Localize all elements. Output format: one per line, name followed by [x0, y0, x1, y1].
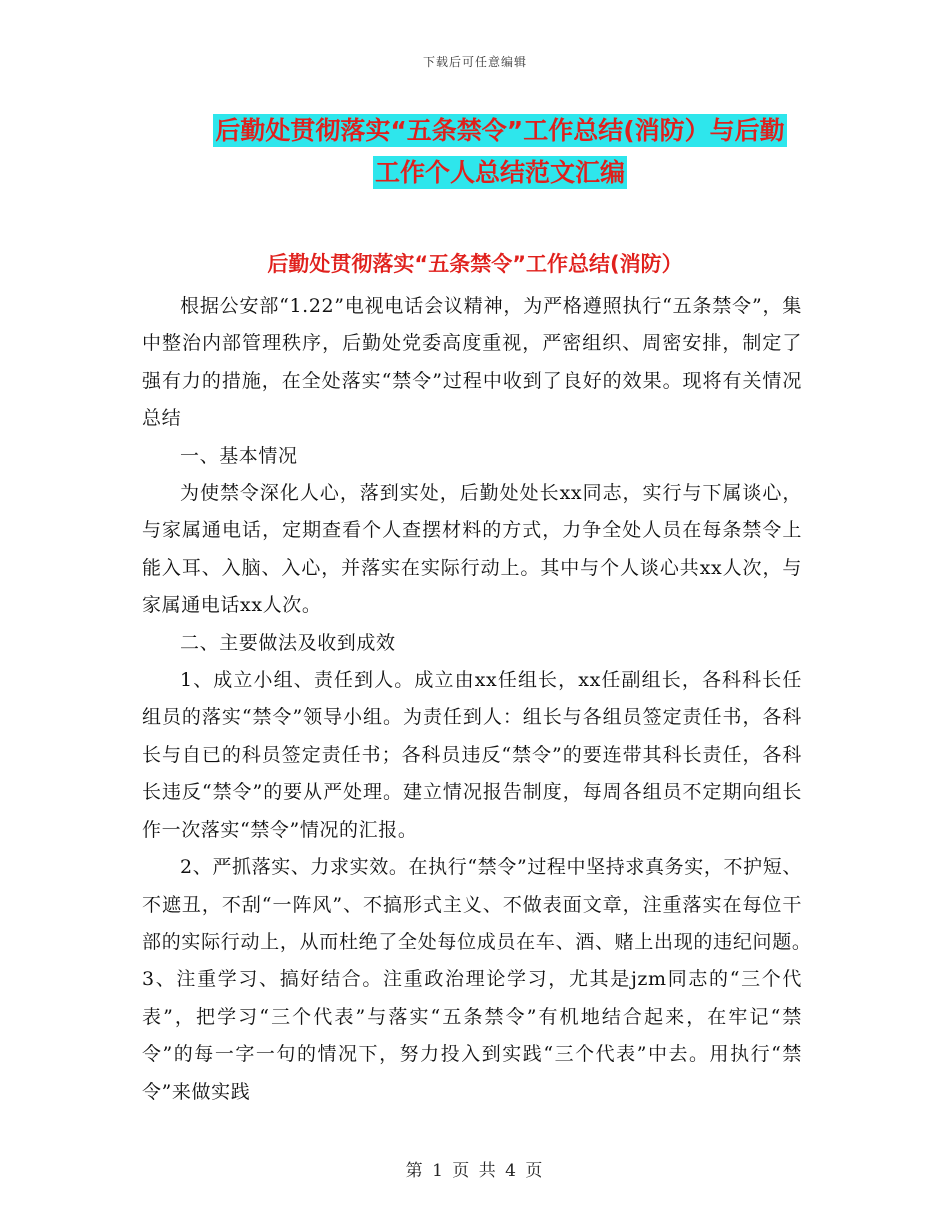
heading-basic-situation: 一、基本情况 — [180, 444, 298, 467]
paragraph-intro: 根据公安部“1.22”电视电话会议精神，为严格遵照执行“五条禁令”，集中整治内部管理秩序，后勤处党委高度重视，严密组织、周密安排，制定了强有力的措施，在全处落实“禁令”过程中收到了良好的效果。现将有关情况总结 — [142, 295, 802, 430]
page-header-note: 下载后可任意编辑 — [422, 55, 527, 69]
paragraph-practice-1: 1、成立小组、责任到人。成立由xx任组长，xx任副组长，各科科长任组员的落实“禁令”领导小组。为责任到人：组长与各组员签定责任书，各科长与自已的科员签定责任书；各科员违反“禁令”的要连带其科长责任，各科长违反“禁令”的要从严处理。建立情况报告制度，每周各组员不定期向组长作一次落实“禁令”情况的汇报。 — [142, 669, 802, 841]
paragraph-practice-2-3: 2、严抓落实、力求实效。在执行“禁令”过程中坚持求真务实，不护短、不遮丑，不刮“一阵风”、不搞形式主义、不做表面文章，注重落实在每位干部的实际行动上，从而杜绝了全处每位成员在车、酒、赌上出现的违纪问题。 3、注重学习、搞好结合。注重政治理论学习，尤其是jzm同志的“三个代表”，把学习“三个代表”与落实“五条禁令”有机地结合起来，在牢记“禁令”的每一字一句的情况下，努力投入到实践“三个代表”中去。用执行“禁令”来做实践 — [142, 856, 842, 1103]
document-body — [142, 288, 842, 1111]
paragraph-basic-situation: 为使禁令深化人心，落到实处，后勤处处长xx同志，实行与下属谈心，与家属通电话，定期查看个人查摆材料的方式，力争全处人员在每条禁令上能入耳、入脑、入心，并落实在实际行动上。其中与个人谈心共xx人次，与家属通电话xx人次。 — [142, 482, 802, 617]
document-title — [170, 110, 830, 194]
document-title-line-2: 工作个人总结范文汇编 — [374, 158, 625, 187]
document-title-line-1: 后勤处贯彻落实“五条禁令”工作总结(消防）与后勤 — [215, 116, 785, 145]
page-number-footer: 第 1 页 共 4 页 — [405, 1161, 545, 1181]
section-title: 后勤处贯彻落实“五条禁令”工作总结(消防） — [267, 252, 683, 276]
heading-main-practices: 二、主要做法及收到成效 — [180, 631, 396, 654]
